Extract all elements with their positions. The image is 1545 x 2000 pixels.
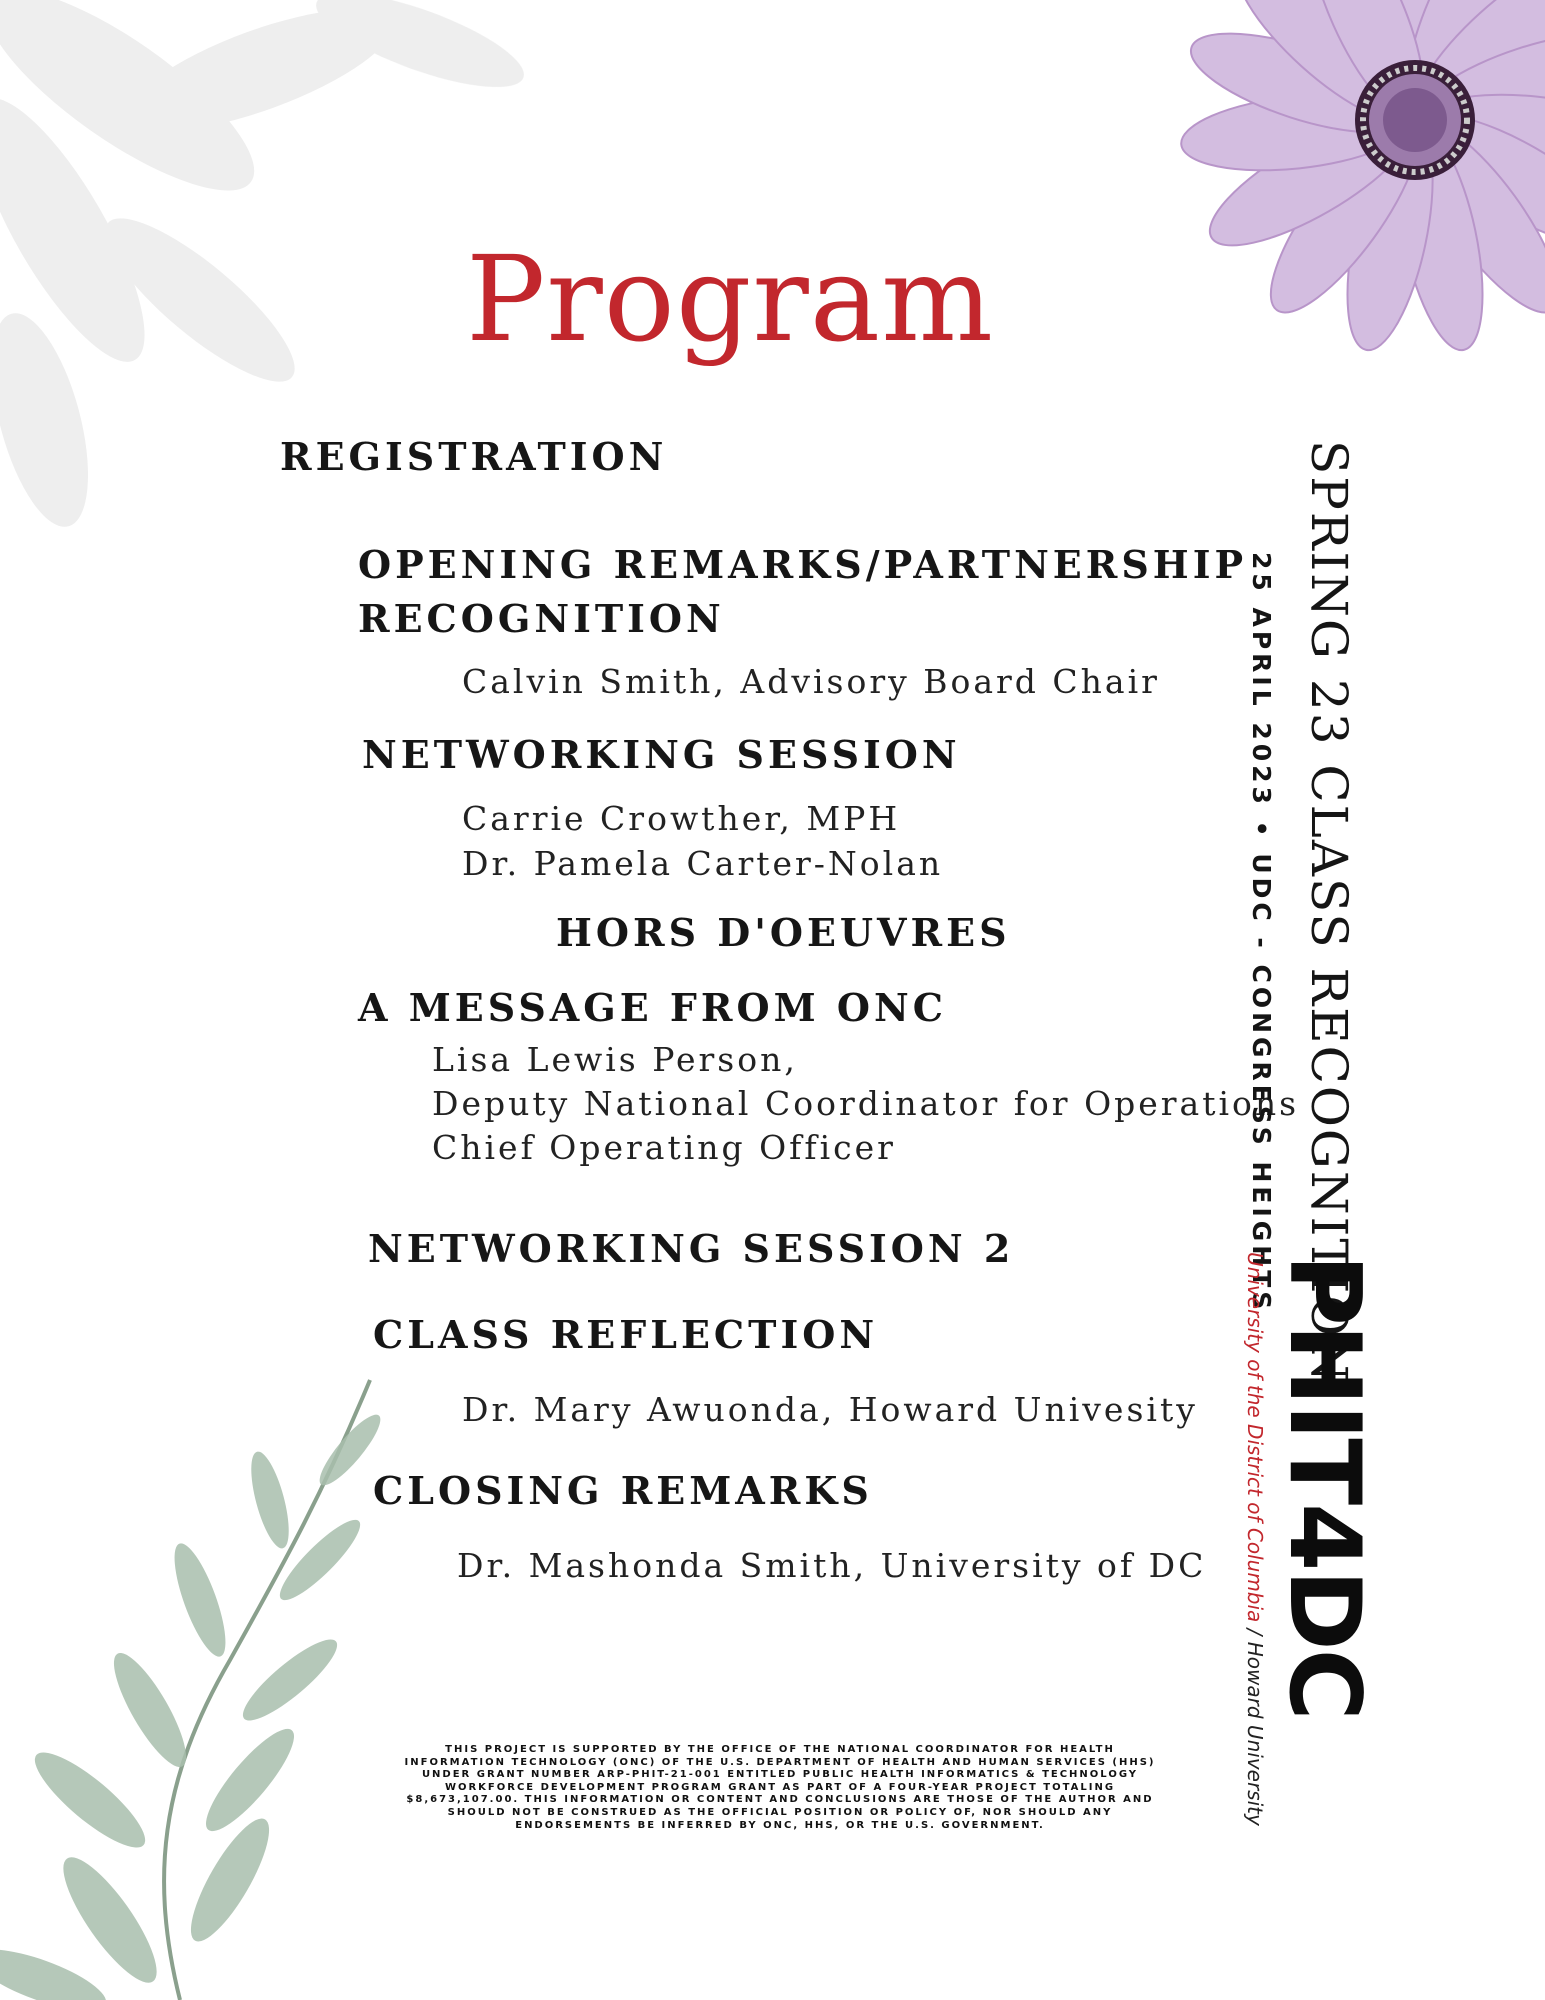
disclaimer-line: ENDORSEMENTS BE INFERRED BY ONC, HHS, OR THE U.S. GOVERNMENT. bbox=[515, 1819, 1045, 1831]
howard-name: Howard University bbox=[1243, 1641, 1267, 1826]
disclaimer-line: THIS PROJECT IS SUPPORTED BY THE OFFICE OF THE NATIONAL COORDINATOR FOR HEALTH bbox=[445, 1744, 1115, 1755]
onc-heading: A MESSAGE FROM ONC bbox=[358, 985, 947, 1030]
onc-speaker-title-1: Deputy National Coordinator for Operations bbox=[432, 1084, 1300, 1123]
event-date-location: 25 APRIL 2023 • UDC - CONGRESS HEIGHTS bbox=[1247, 552, 1276, 1314]
disclaimer-line: UNDER GRANT NUMBER ARP-PHIT-21-001 ENTITLED PUBLIC HEALTH INFORMATICS & TECHNOLOGY bbox=[421, 1769, 1139, 1781]
disclaimer-line: INFORMATION TECHNOLOGY (ONC) OF THE U.S. DEPARTMENT OF HEALTH AND HUMAN SERVICES (HHS) bbox=[404, 1756, 1156, 1768]
disclaimer-line: SHOULD NOT BE CONSTRUED AS THE OFFICIAL POSITION OR POLICY OF, NOR SHOULD ANY bbox=[447, 1806, 1113, 1818]
class-reflection-speaker: Dr. Mary Awuonda, Howard Univesity bbox=[462, 1390, 1198, 1429]
closing-heading: CLOSING REMARKS bbox=[373, 1468, 873, 1513]
opening-speaker: Calvin Smith, Advisory Board Chair bbox=[462, 662, 1160, 701]
networking-2-heading: NETWORKING SESSION 2 bbox=[368, 1226, 1015, 1271]
event-title: SPRING 23 CLASS RECOGNITION bbox=[1300, 440, 1358, 1385]
class-reflection-heading: CLASS REFLECTION bbox=[373, 1312, 879, 1357]
opening-heading-line2: RECOGNITION bbox=[358, 596, 725, 641]
onc-speaker-title-2: Chief Operating Officer bbox=[432, 1128, 896, 1167]
university-names bbox=[1245, 1252, 1265, 1826]
hors-doeuvres-heading: HORS D'OEUVRES bbox=[556, 910, 1011, 955]
leaf-branch-icon bbox=[0, 1360, 400, 2000]
grant-disclaimer bbox=[340, 1744, 1220, 1832]
onc-speaker-name: Lisa Lewis Person, bbox=[432, 1040, 798, 1079]
disclaimer-line: WORKFORCE DEVELOPMENT PROGRAM GRANT AS PART OF A FOUR-YEAR PROJECT TOTALING bbox=[444, 1781, 1116, 1793]
opening-heading-line1: OPENING REMARKS/PARTNERSHIP bbox=[358, 542, 1248, 587]
closing-speaker: Dr. Mashonda Smith, University of DC bbox=[457, 1546, 1207, 1585]
univ-separator: / bbox=[1243, 1622, 1267, 1642]
networking-heading: NETWORKING SESSION bbox=[362, 732, 961, 777]
page-title: Program bbox=[465, 230, 995, 368]
networking-speaker-1: Carrie Crowther, MPH bbox=[462, 799, 901, 838]
udc-name: University of the District of Columbia bbox=[1243, 1252, 1267, 1623]
networking-speaker-2: Dr. Pamela Carter-Nolan bbox=[462, 844, 944, 883]
phit4dc-logo: PHIT4DC bbox=[1267, 1254, 1381, 1719]
disclaimer-line: $8,673,107.00. THIS INFORMATION OR CONTENT AND CONCLUSIONS ARE THOSE OF THE AUTHOR AND bbox=[406, 1794, 1154, 1806]
registration-heading: REGISTRATION bbox=[280, 434, 668, 479]
